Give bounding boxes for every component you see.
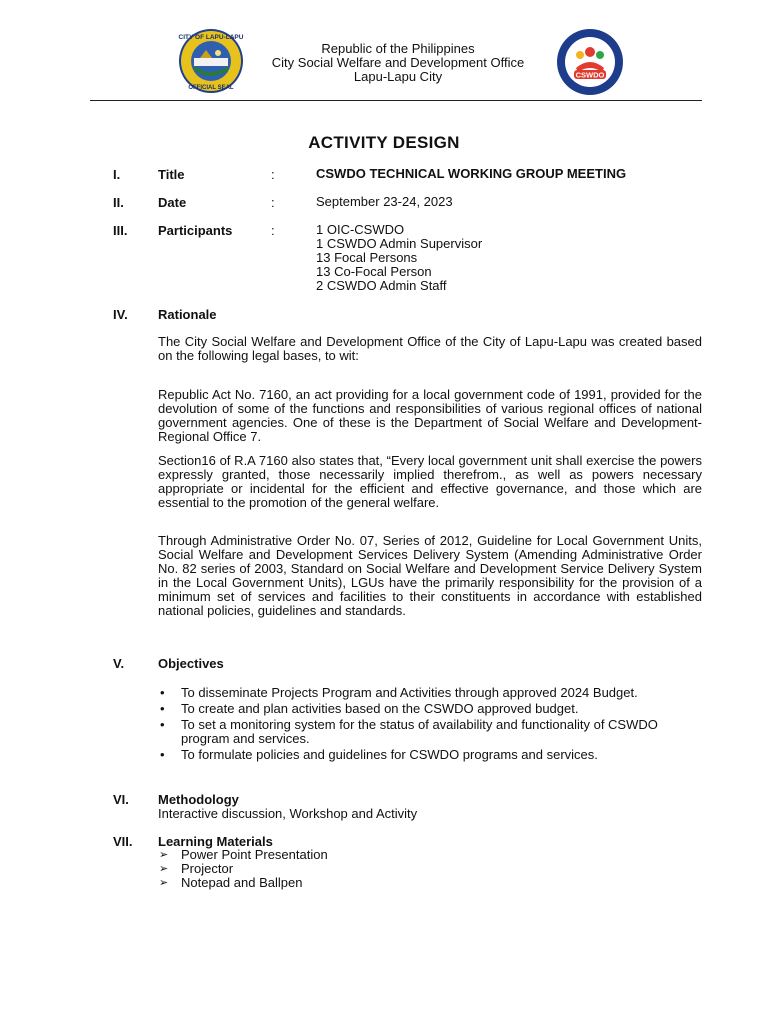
section-1-number: I.: [113, 167, 121, 182]
objectives-list: [158, 686, 702, 764]
objective-text: To disseminate Projects Program and Activities through approved 2024 Budget.: [181, 685, 638, 700]
letterhead-line-1: Republic of the Philippines: [321, 41, 475, 56]
section-2-colon: :: [271, 195, 275, 210]
section-2-number: II.: [113, 195, 124, 210]
rationale-paragraph-2: Republic Act No. 7160, an act providing for a local government code of 1991, provided for the devolution of some of the functions and responsibilities of various regional offices of national government agencies. One of these is the Department of Social Welfare and Development- Regional Office 7.: [158, 387, 702, 444]
section-5-label: Objectives: [158, 656, 224, 671]
list-item: [158, 702, 702, 716]
methodology-text: Interactive discussion, Workshop and Activity: [158, 806, 418, 821]
letterhead-line-2: City Social Welfare and Development Office: [271, 55, 525, 70]
section-3-number: III.: [113, 223, 128, 238]
objective-text: To formulate policies and guidelines for CSWDO programs and services.: [181, 747, 598, 762]
letterhead-line-3: Lapu-Lapu City: [353, 69, 443, 84]
list-item: [158, 686, 702, 700]
list-item: [158, 876, 328, 890]
section-1-label: Title: [158, 167, 185, 182]
rationale-paragraph-4: Through Administrative Order No. 07, Series of 2012, Guideline for Local Government Units, Social Welfare and Development Services Delivery System (Amending Administrative Order No. 82 series of 2003, Standard on Social Welfare and Development Service Delivery System in the Local Government Units), LGUs have the primarily responsibility for the provision of a minimum set of services and facilities to their constituents in accordance with established national policies, guidelines and standards.: [158, 533, 702, 618]
cswdo-logo-text: CSWDO: [575, 70, 605, 80]
city-seal-logo: [178, 28, 244, 94]
list-item: [158, 748, 702, 762]
rationale-paragraph-1: The City Social Welfare and Development Office of the City of Lapu-Lapu was created based on the following legal bases, to wit:: [158, 334, 702, 363]
arrow-bullet-icon: ➢: [159, 849, 169, 861]
arrow-bullet-icon: ➢: [159, 863, 169, 875]
material-text: Notepad and Ballpen: [181, 875, 303, 890]
list-item: [158, 862, 328, 876]
seal-bottom-text: OFFICIAL SEAL: [188, 85, 234, 91]
section-4-number: IV.: [113, 307, 128, 322]
participant-item: 13 Co-Focal Person: [316, 264, 432, 279]
section-2-value: September 23-24, 2023: [316, 194, 453, 209]
section-6-number: VI.: [113, 792, 129, 807]
section-3-label: Participants: [158, 223, 233, 238]
section-3-colon: :: [271, 223, 275, 238]
bullet-icon: •: [160, 701, 165, 716]
section-1-value: CSWDO TECHNICAL WORKING GROUP MEETING: [316, 166, 627, 181]
objective-text: To set a monitoring system for the status of availability and functionality of CSWDO program and services.: [181, 717, 658, 746]
cswdo-logo: [556, 28, 624, 96]
section-7-number: VII.: [113, 834, 133, 849]
participant-item: 1 OIC-CSWDO: [316, 222, 405, 237]
section-4-label: Rationale: [158, 307, 217, 322]
learning-materials-list: [158, 848, 328, 890]
material-text: Power Point Presentation: [181, 847, 328, 862]
participant-item: 2 CSWDO Admin Staff: [316, 278, 447, 293]
letterhead: [238, 42, 558, 84]
section-5-number: V.: [113, 656, 125, 671]
participants-list: [316, 223, 482, 293]
participant-item: 1 CSWDO Admin Supervisor: [316, 236, 483, 251]
document-title: ACTIVITY DESIGN: [308, 133, 460, 152]
participant-item: 13 Focal Persons: [316, 250, 418, 265]
header-divider: [90, 100, 702, 101]
section-1-colon: :: [271, 167, 275, 182]
arrow-bullet-icon: ➢: [159, 877, 169, 889]
list-item: [158, 848, 328, 862]
objective-text: To create and plan activities based on the CSWDO approved budget.: [181, 701, 579, 716]
bullet-icon: •: [160, 717, 165, 732]
list-item: [158, 718, 702, 746]
rationale-paragraph-3: Section16 of R.A 7160 also states that, “Every local government unit shall exercise the powers expressly granted, those necessarily implied therefrom., as well as powers necessary appropriate or incidental for the efficient and effective governance, and those which are essential to the promotion of the general welfare.: [158, 453, 702, 510]
section-7-label: Learning Materials: [158, 834, 273, 849]
bullet-icon: •: [160, 747, 165, 762]
bullet-icon: •: [160, 685, 165, 700]
material-text: Projector: [181, 861, 234, 876]
section-6-label: Methodology: [158, 792, 239, 807]
seal-top-text: CITY OF LAPU-LAPU: [178, 34, 244, 41]
section-2-label: Date: [158, 195, 187, 210]
